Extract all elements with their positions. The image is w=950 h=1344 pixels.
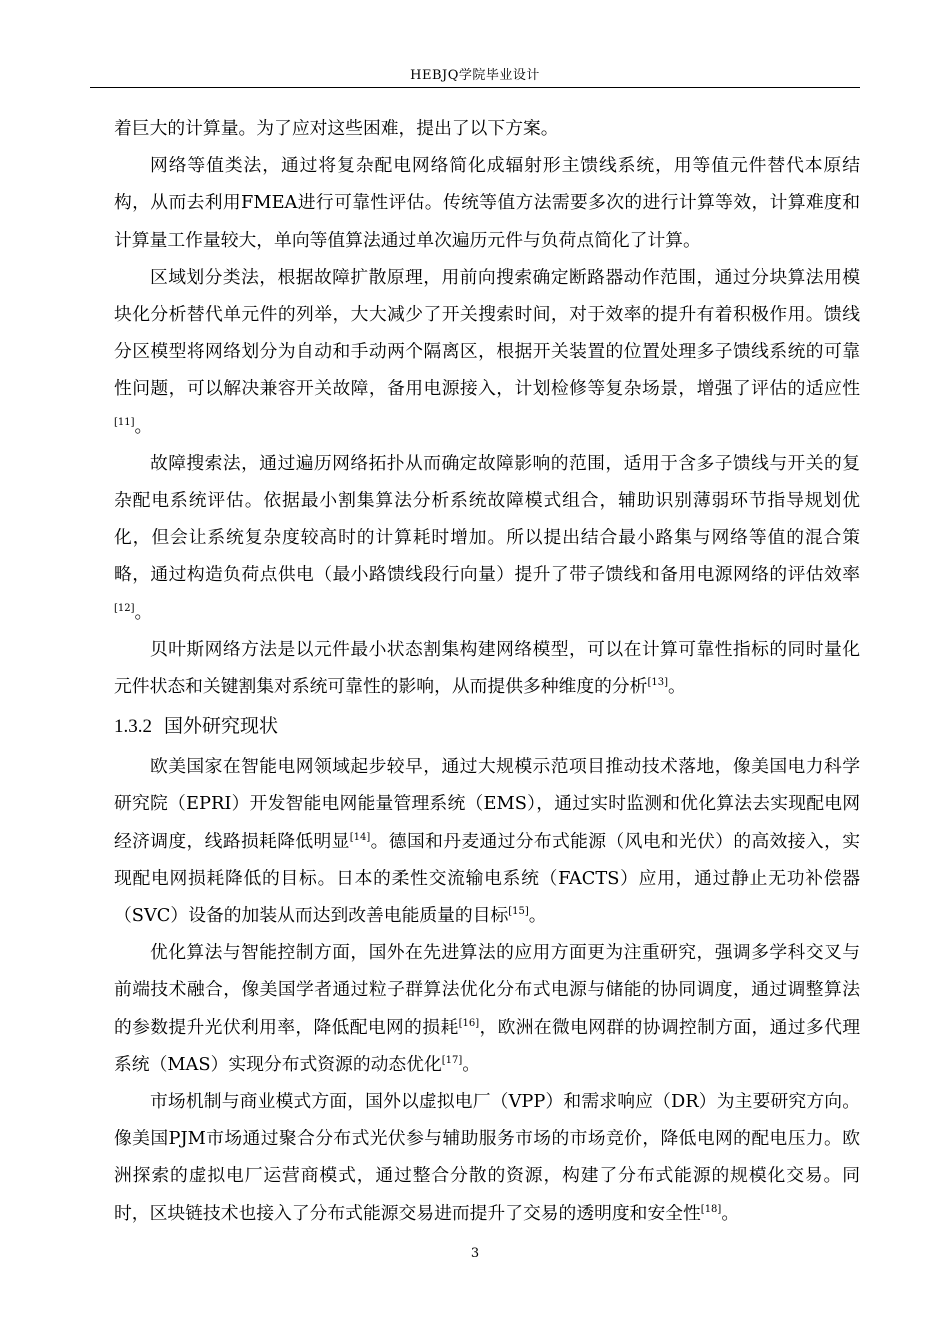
- paragraph-network-equivalent: 网络等值类法，通过将复杂配电网络简化成辐射形主馈线系统，用等值元件替代本原结构，从而去利用FMEA进行可靠性评估。传统等值方法需要多次的进行计算等效，计算难度和计算量工作量较大，单向等值算法通过单次遍历元件与负荷点简化了计算。: [114, 155, 860, 251]
- header-rule: [90, 87, 860, 88]
- paragraph-fault-search: 故障搜索法，通过遍历网络拓扑从而确定故障影响的范围，适用于含多子馈线与开关的复杂配电系统评估。依据最小割集算法分析系统故障模式组合，辅助识别薄弱环节指导规划优化，但会让系统复杂度较高时的计算耗时增加。所以提出结合最小路集与网络等值的混合策略，通过构造负荷点供电（最小路馈线段行向量）提升了带子馈线和备用电源网络的评估效率[12]。: [114, 452, 860, 623]
- citation: [17]: [441, 1054, 463, 1066]
- paragraph-europe-us: 欧美国家在智能电网领域起步较早，通过大规模示范项目推动技术落地，像美国电力科学研究院（EPRI）开发智能电网能量管理系统（EMS），通过实时监测和优化算法去实现配电网经济调度，线路损耗降低明显[14]。德国和丹麦通过分布式能源（风电和光伏）的高效接入，实现配电网损耗降低的目标。日本的柔性交流输电系统（FACTS）应用，通过静止无功补偿器（SVC）设备的加装从而达到改善电能质量的目标[15]。: [114, 756, 860, 927]
- citation: [11]: [114, 416, 135, 428]
- citation: [12]: [114, 602, 135, 614]
- section-number: 1.3.2: [114, 716, 152, 738]
- citation: [15]: [508, 906, 529, 918]
- page-body: [114, 110, 860, 1232]
- paragraph-optimization: 优化算法与智能控制方面，国外在先进算法的应用方面更为注重研究，强调多学科交叉与前端技术融合，像美国学者通过粒子群算法优化分布式电源与储能的协同调度，通过调整算法的参数提升光伏利用率，降低配电网的损耗[16]，欧洲在微电网群的协调控制方面，通过多代理系统（MAS）实现分布式资源的动态优化[17]。: [114, 942, 860, 1075]
- page-header: HEBJQ学院毕业设计: [410, 68, 540, 83]
- citation: [14]: [349, 831, 371, 843]
- citation: [18]: [700, 1203, 722, 1215]
- citation: [16]: [458, 1017, 480, 1029]
- paragraph-continuation: 着巨大的计算量。为了应对这些困难，提出了以下方案。: [114, 118, 559, 139]
- section-heading: [114, 705, 860, 748]
- section-title: 国外研究现状: [164, 715, 279, 738]
- paragraph-region-partition: 区域划分类法，根据故障扩散原理，用前向搜索确定断路器动作范围，通过分块算法用模块化分析替代单元件的列举，大大减少了开关搜索时间，对于效率的提升有着积极作用。馈线分区模型将网络划分为自动和手动两个隔离区，根据开关装置的位置处理多子馈线系统的可靠性问题，可以解决兼容开关故障，备用电源接入，计划检修等复杂场景，增强了评估的适应性[11]。: [114, 266, 860, 437]
- page-number: 3: [470, 1246, 480, 1261]
- citation: [13]: [647, 677, 668, 689]
- paragraph-market: 市场机制与商业模式方面，国外以虚拟电厂（VPP）和需求响应（DR）为主要研究方向。像美国PJM市场通过聚合分布式光伏参与辅助服务市场的市场竞价，降低电网的配电压力。欧洲探索的虚拟电厂运营商模式，通过整合分散的资源，构建了分布式能源的规模化交易。同时，区块链技术也接入了分布式能源交易进而提升了交易的透明度和安全性[18]。: [114, 1091, 860, 1224]
- paragraph-bayesian: 贝叶斯网络方法是以元件最小状态割集构建网络模型，可以在计算可靠性指标的同时量化元件状态和关键割集对系统可靠性的影响，从而提供多种维度的分析[13]。: [114, 638, 860, 698]
